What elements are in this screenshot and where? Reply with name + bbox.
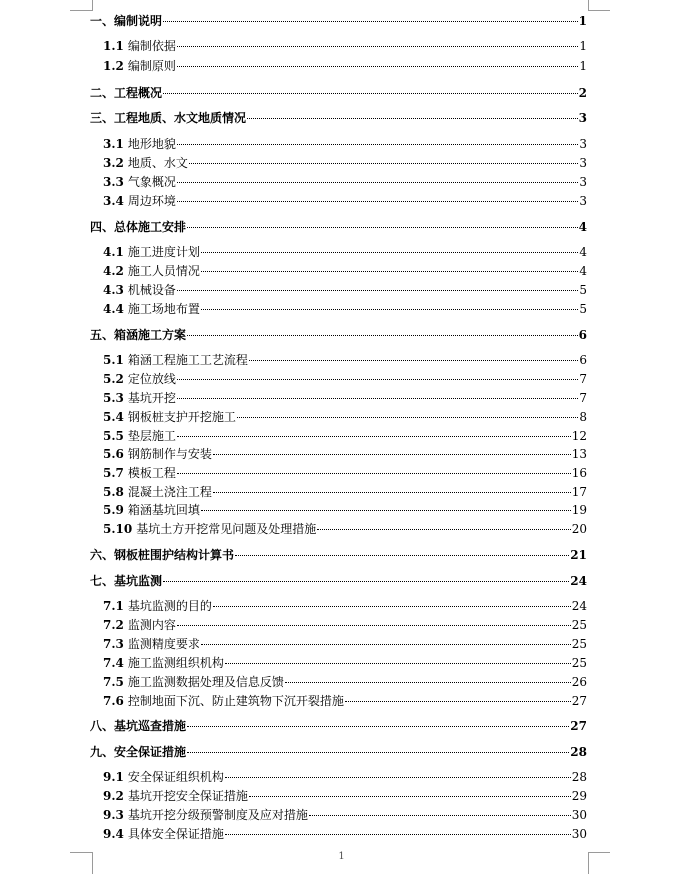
dot-leader (235, 555, 569, 556)
dot-leader (189, 163, 578, 164)
toc-section-entry[interactable] (103, 409, 587, 425)
dot-leader (177, 290, 578, 291)
toc-section-entry[interactable] (103, 484, 587, 500)
toc-entry-number: 3.1 (103, 137, 124, 151)
toc-section-entry[interactable] (103, 263, 587, 279)
toc-entry-title: 基坑监测的目的 (127, 599, 212, 613)
toc-section-entry[interactable] (103, 193, 587, 209)
toc-section-entry[interactable] (103, 598, 587, 614)
toc-entry-title: 混凝土浇注工程 (127, 485, 212, 499)
toc-section-entry[interactable] (103, 282, 587, 298)
dot-leader (247, 118, 578, 119)
toc-section-entry[interactable] (103, 38, 587, 54)
toc-entry-title: 监测精度要求 (127, 637, 200, 651)
toc-entry-title: 编制依据 (127, 39, 176, 53)
toc-entry-title: 地质、水文 (127, 156, 188, 170)
toc-entry-number: 7.3 (103, 637, 124, 651)
toc-entry-title: 垫层施工 (127, 429, 176, 443)
toc-entry-title: 监测内容 (127, 618, 176, 632)
dot-leader (225, 663, 571, 664)
toc-entry-page: 3 (578, 111, 587, 125)
toc-entry-page: 16 (571, 466, 587, 480)
toc-entry-title: 箱涵基坑回填 (127, 503, 200, 517)
dot-leader (345, 701, 571, 702)
toc-entry-number: 3.4 (103, 194, 124, 208)
toc-entry-number: 4.1 (103, 245, 124, 259)
toc-entry-title: 施工监测组织机构 (127, 656, 224, 670)
toc-entry-page: 3 (579, 137, 587, 151)
toc-entry-title: 箱涵工程施工工艺流程 (127, 353, 248, 367)
footer-page-number: 1 (338, 851, 345, 862)
toc-chapter-entry[interactable] (90, 744, 587, 760)
toc-entry-number: 7.5 (103, 675, 124, 689)
toc-entry-number: 9.1 (103, 770, 124, 784)
toc-entry-page: 17 (571, 485, 587, 499)
dot-leader (177, 46, 578, 47)
toc-entry-page: 6 (579, 353, 587, 367)
toc-entry-number: 5.7 (103, 466, 124, 480)
toc-section-entry[interactable] (103, 58, 587, 74)
dot-leader (213, 606, 571, 607)
toc-entry-page: 2 (578, 86, 587, 100)
toc-entry-number: 1.2 (103, 59, 124, 73)
toc-entry-number: 4.4 (103, 302, 124, 316)
toc-entry-title: 钢筋制作与安装 (127, 447, 212, 461)
dot-leader (249, 360, 578, 361)
toc-section-entry[interactable] (103, 769, 587, 785)
toc-entry-number: 9.2 (103, 789, 124, 803)
toc-entry-page: 1 (579, 39, 587, 53)
toc-entry-title: 施工进度计划 (127, 245, 200, 259)
toc-section-entry[interactable] (103, 636, 587, 652)
toc-entry-number: 7.6 (103, 694, 124, 708)
toc-entry-page: 3 (579, 156, 587, 170)
dot-leader (187, 752, 569, 753)
dot-leader (201, 252, 578, 253)
toc-entry-number: 5.3 (103, 391, 124, 405)
toc-section-entry[interactable] (103, 674, 587, 690)
toc-entry-page: 4 (579, 264, 587, 278)
toc-entry-page: 28 (570, 745, 587, 759)
toc-entry-title: 安全保证组织机构 (127, 770, 224, 784)
dot-leader (317, 529, 570, 530)
toc-entry-number: 3.2 (103, 156, 124, 170)
toc-entry-number: 5.6 (103, 447, 124, 461)
toc-entry-number: 5.8 (103, 485, 124, 499)
toc-entry-title: 九、安全保证措施 (90, 745, 187, 759)
toc-entry-title: 六、钢板桩围护结构计算书 (90, 548, 235, 562)
toc-entry-page: 1 (579, 59, 587, 73)
dot-leader (177, 436, 571, 437)
toc-entry-page: 4 (578, 220, 587, 234)
toc-entry-title: 施工人员情况 (127, 264, 200, 278)
dot-leader (225, 777, 571, 778)
toc-entry-number: 7.1 (103, 599, 124, 613)
toc-entry-number: 4.3 (103, 283, 124, 297)
toc-entry-title: 基坑土方开挖常见问题及处理措施 (136, 522, 317, 536)
toc-section-entry[interactable] (103, 371, 587, 387)
dot-leader (177, 473, 571, 474)
toc-chapter-entry[interactable] (90, 85, 587, 101)
toc-entry-title: 定位放线 (127, 372, 176, 386)
toc-entry-title: 模板工程 (127, 466, 176, 480)
toc-entry-page: 3 (579, 175, 587, 189)
toc-section-entry[interactable] (103, 244, 587, 260)
dot-leader (187, 227, 578, 228)
toc-entry-title: 五、箱涵施工方案 (90, 328, 187, 342)
toc-entry-page: 30 (571, 808, 587, 822)
dot-leader (285, 682, 571, 683)
toc-entry-page: 5 (579, 283, 587, 297)
dot-leader (201, 309, 578, 310)
dot-leader (177, 379, 578, 380)
toc-entry-page: 25 (571, 637, 587, 651)
dot-leader (309, 815, 571, 816)
toc-entry-page: 6 (578, 328, 587, 342)
toc-entry-number: 5.1 (103, 353, 124, 367)
toc-entry-number: 5.10 (103, 522, 133, 536)
toc-entry-page: 24 (571, 599, 587, 613)
toc-entry-title: 一、编制说明 (90, 14, 163, 28)
toc-chapter-entry[interactable] (90, 110, 587, 126)
toc-entry-title: 基坑开挖分级预警制度及应对措施 (127, 808, 308, 822)
toc-entry-title: 四、总体施工安排 (90, 220, 187, 234)
toc-entry-title: 周边环境 (127, 194, 176, 208)
toc-entry-page: 29 (571, 789, 587, 803)
dot-leader (177, 182, 578, 183)
toc-section-entry[interactable] (103, 465, 587, 481)
dot-leader (163, 21, 578, 22)
toc-section-entry[interactable] (103, 446, 587, 462)
toc-section-entry[interactable] (103, 174, 587, 190)
toc-entry-number: 5.4 (103, 410, 124, 424)
toc-entry-number: 5.2 (103, 372, 124, 386)
toc-entry-title: 七、基坑监测 (90, 574, 163, 588)
toc-entry-page: 3 (579, 194, 587, 208)
dot-leader (163, 93, 578, 94)
toc-section-entry[interactable] (103, 693, 587, 709)
toc-entry-page: 13 (571, 447, 587, 461)
toc-entry-title: 施工监测数据处理及信息反馈 (127, 675, 284, 689)
toc-section-entry[interactable] (103, 301, 587, 317)
dot-leader (201, 271, 578, 272)
dot-leader (177, 144, 578, 145)
dot-leader (177, 398, 578, 399)
toc-entry-title: 三、工程地质、水文地质情况 (90, 111, 247, 125)
toc-entry-title: 气象概况 (127, 175, 176, 189)
dot-leader (249, 796, 571, 797)
toc-entry-page: 5 (579, 302, 587, 316)
toc-section-entry[interactable] (103, 807, 587, 823)
toc-entry-title: 施工场地布置 (127, 302, 200, 316)
toc-entry-page: 12 (571, 429, 587, 443)
toc-chapter-entry[interactable] (90, 547, 587, 563)
toc-entry-number: 7.4 (103, 656, 124, 670)
toc-entry-page: 28 (571, 770, 587, 784)
toc-entry-title: 八、基坑巡查措施 (90, 719, 187, 733)
dot-leader (177, 201, 578, 202)
dot-leader (163, 581, 569, 582)
toc-entry-number: 9.3 (103, 808, 124, 822)
toc-entry-page: 7 (579, 391, 587, 405)
dot-leader (187, 335, 578, 336)
dot-leader (213, 492, 571, 493)
toc-entry-number: 4.2 (103, 264, 124, 278)
dot-leader (177, 625, 571, 626)
toc-section-entry[interactable] (103, 502, 587, 518)
toc-chapter-entry[interactable] (90, 219, 587, 235)
toc-entry-page: 25 (571, 656, 587, 670)
toc-section-entry[interactable] (103, 617, 587, 633)
toc-entry-number: 9.4 (103, 827, 124, 841)
toc-section-entry[interactable] (103, 521, 587, 537)
toc-entry-number: 5.9 (103, 503, 124, 517)
toc-entry-page: 8 (579, 410, 587, 424)
toc-entry-title: 具体安全保证措施 (127, 827, 224, 841)
toc-entry-page: 24 (570, 574, 587, 588)
toc-section-entry[interactable] (103, 352, 587, 368)
toc-chapter-entry[interactable] (90, 718, 587, 734)
toc-entry-page: 7 (579, 372, 587, 386)
toc-entry-title: 二、工程概况 (90, 86, 163, 100)
toc-section-entry[interactable] (103, 428, 587, 444)
dot-leader (187, 726, 569, 727)
toc-entry-title: 编制原则 (127, 59, 176, 73)
toc-entry-number: 1.1 (103, 39, 124, 53)
toc-section-entry[interactable] (103, 655, 587, 671)
toc-entry-page: 1 (578, 14, 587, 28)
toc-section-entry[interactable] (103, 826, 587, 842)
toc-entry-page: 4 (579, 245, 587, 259)
toc-section-entry[interactable] (103, 788, 587, 804)
toc-entry-title: 基坑开挖 (127, 391, 176, 405)
toc-section-entry[interactable] (103, 390, 587, 406)
dot-leader (177, 66, 578, 67)
toc-entry-title: 钢板桩支护开挖施工 (127, 410, 236, 424)
toc-entry-page: 27 (570, 719, 587, 733)
dot-leader (201, 510, 571, 511)
toc-section-entry[interactable] (103, 136, 587, 152)
toc-entry-title: 控制地面下沉、防止建筑物下沉开裂措施 (127, 694, 344, 708)
dot-leader (201, 644, 571, 645)
dot-leader (225, 834, 571, 835)
toc-entry-page: 27 (571, 694, 587, 708)
toc-entry-page: 30 (571, 827, 587, 841)
toc-entry-page: 25 (571, 618, 587, 632)
toc-entry-page: 26 (571, 675, 587, 689)
toc-entry-number: 5.5 (103, 429, 124, 443)
dot-leader (213, 454, 571, 455)
toc-chapter-entry[interactable] (90, 573, 587, 589)
toc-entry-page: 19 (571, 503, 587, 517)
toc-entry-number: 7.2 (103, 618, 124, 632)
toc-entry-title: 机械设备 (127, 283, 176, 297)
dot-leader (237, 417, 578, 418)
toc-entry-number: 3.3 (103, 175, 124, 189)
toc-chapter-entry[interactable] (90, 13, 587, 29)
toc-entry-page: 21 (570, 548, 587, 562)
toc-section-entry[interactable] (103, 155, 587, 171)
toc-entry-title: 地形地貌 (127, 137, 176, 151)
toc-chapter-entry[interactable] (90, 327, 587, 343)
toc-entry-page: 20 (571, 522, 587, 536)
toc-entry-title: 基坑开挖安全保证措施 (127, 789, 248, 803)
